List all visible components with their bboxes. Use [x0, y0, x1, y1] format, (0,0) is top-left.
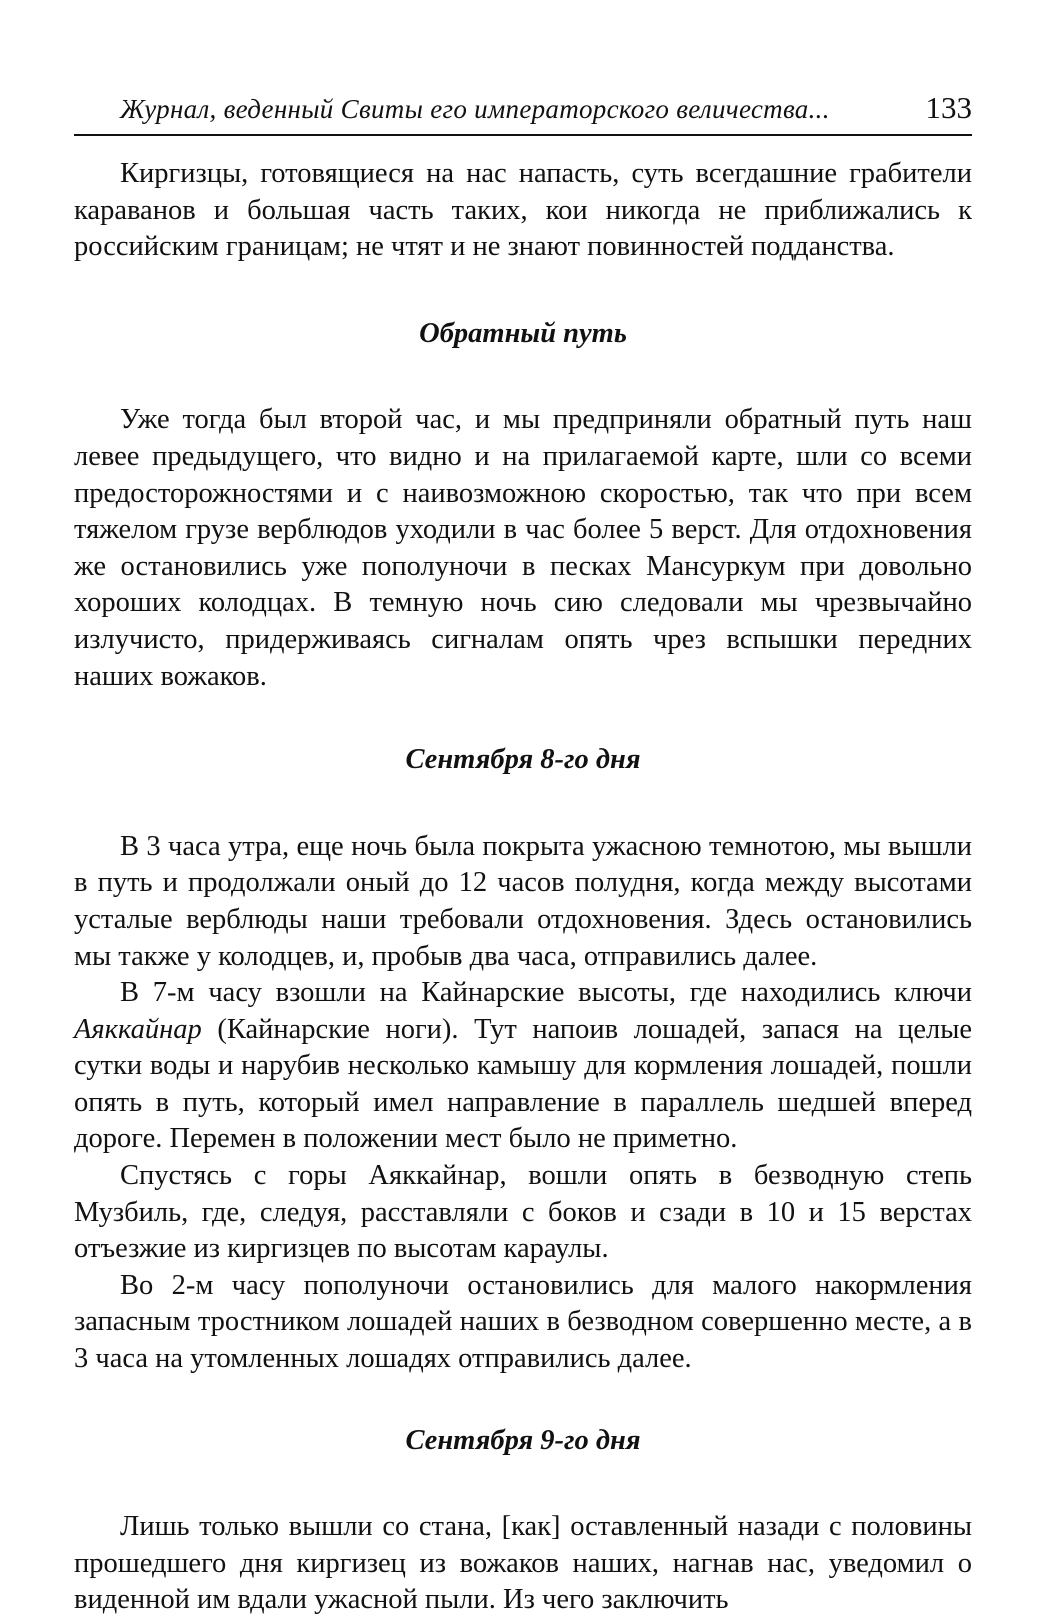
paragraph: Спустясь с горы Аяккайнар, вошли опять в безводную степь Музбиль, где, следуя, расставляли с боков и сзади в 10 и 15 верстах отъезжие из киргизцев по высотам караулы.: [74, 1160, 972, 1265]
running-header: [74, 78, 972, 136]
page-number: 133: [925, 90, 972, 125]
paragraph: Уже тогда был второй час, и мы предприняли обратный путь наш левее предыдущего, что видно и на прилагаемой карте, шли со всеми предосторожностями и с наивозможною скоростью, так что при всем тяжелом грузе верблюдов уходили в час более 5 верст. Для отдохновения же остановились уже пополуночи в песках Мансуркум при довольно хороших колодцах. В темную ночь сию следовали мы чрезвычайно излучисто, придерживаясь сигналам опять чрез вспышки передних наших вожаков.: [74, 404, 972, 692]
paragraph: Во 2-м часу пополуночи остановились для малого накормления запасным тростником лошадей наших в безводном совершенно месте, а в 3 часа на утомленных лошадях отправились далее.: [74, 1269, 972, 1375]
paragraph: Лишь только вышли со стана, [как] оставленный назади с половины прошедшего дня киргизец из вожаков наших, нагнав нас, уведомил о виденной им вдали ужасной пыли. Из чего заключить: [74, 1511, 972, 1616]
section-heading: Сентября 8-го дня: [405, 744, 641, 776]
section-heading: Сентября 9-го дня: [405, 1424, 641, 1456]
paragraph: Киргизцы, готовящиеся на нас напасть, суть всегдашние грабители караванов и большая часть таких, кои никогда не приближались к российским границам; не чтят и не знают повинностей подданства.: [74, 158, 972, 263]
place-name: Аяккайнар: [74, 1013, 202, 1045]
running-title: Журнал, веденный Свиты его императорского величества...: [120, 94, 830, 124]
paragraph: [74, 975, 972, 1158]
paragraph: В 3 часа утра, еще ночь была покрыта ужасною темнотою, мы вышли в путь и продолжали оный до 12 часов полудня, когда между высотами усталые верблюды наши требовали отдохновения. Здесь остановились мы также у колодцев, и, пробыв два часа, отправились далее.: [74, 830, 972, 972]
paragraph-text: В 7-м часу взошли на Кайнарские высоты, где находились ключи: [120, 977, 972, 1009]
section-heading: Обратный путь: [419, 317, 627, 349]
paragraph-text: (Кайнарские ноги). Тут напоив лошадей, запася на целые сутки воды и нарубив несколько камышу для кормления лошадей, пошли опять в путь, который имел направление в параллель шедшей вперед дороге. Перемен в положении мест было не приметно.: [74, 1013, 972, 1155]
body-text: [74, 156, 972, 1619]
book-page: [74, 78, 972, 1619]
